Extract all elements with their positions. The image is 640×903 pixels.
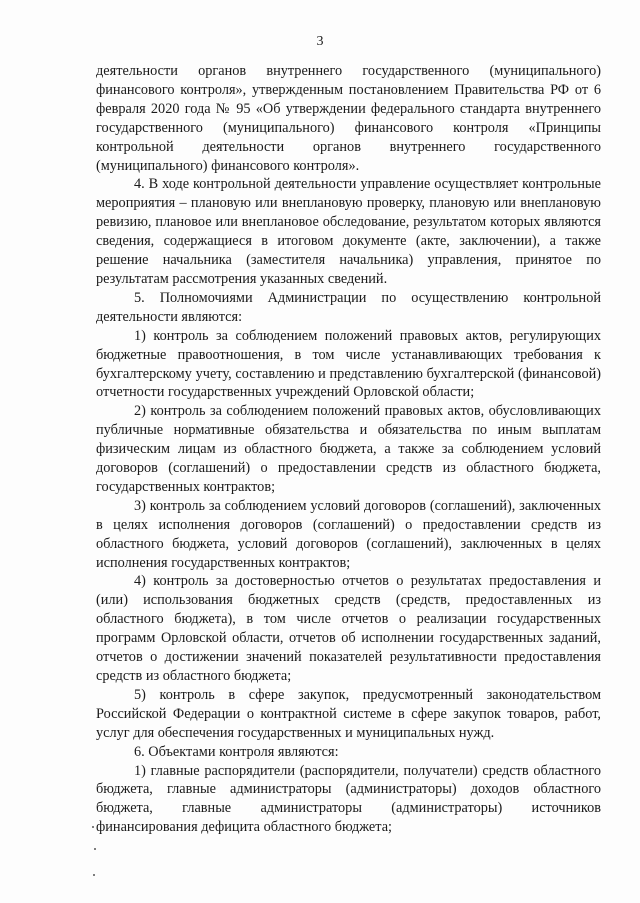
paragraph-subitem-5-4: 4) контроль за достоверностью отчетов о результатах предоставления и (или) использования бюджетных средств (средств, предоставленных из областного бюджета), в том числе отчетов о реализации государственных программ Орловской области, отчетов об исполнении государственных заданий, отчетов о достижении значений показателей результативности предоставления средств из областного бюджета; xyxy=(96,573,601,684)
paragraph-subitem-6-1: 1) главные распорядители (распорядители, получатели) средств областного бюджета, главные администраторы (администраторы) доходов областного бюджета, главные администраторы (администраторы) источников финансирования дефицита областного бюджета; xyxy=(96,762,601,836)
paragraph-subitem-5-3: 3) контроль за соблюдением условий договоров (соглашений), заключенных в целях исполнения договоров (соглашений) о предоставлении средств из областного бюджета, условий договоров (соглашений), заключенных в целях исполнения государственных контрактов; xyxy=(96,497,601,571)
paragraph-subitem-5-1: 1) контроль за соблюдением положений правовых актов, регулирующих бюджетные правоотношения, в том числе устанавливающих требования к бухгалтерскому учету, составлению и представлению бухгалтерской (финансовой) отчетности государственных учреждений Орловской области; xyxy=(96,327,601,401)
paragraph-item-4: 4. В ходе контрольной деятельности управление осуществляет контрольные мероприятия – плановую или внеплановую проверку, плановую или внеплановую ревизию, плановое или внеплановое обследование, результатом которых являются сведения, содержащиеся в итоговом документе (акте, заключении), а также решение начальника (заместителя начальника) управления, принятое по результатам рассмотрения указанных сведений. xyxy=(96,176,601,287)
document-body xyxy=(96,62,601,837)
scan-specks xyxy=(90,822,110,892)
scan-speck xyxy=(93,874,95,876)
paragraph-continuation: деятельности органов внутреннего государственного (муниципального) финансового контроля», утвержденным постановлением Правительства РФ от 6 февраля 2020 года № 95 «Об утверждении федерального стандарта внутреннего государственного (муниципального) финансового контроля «Принципы контрольной деятельности органов внутреннего государственного (муниципального) финансового контроля». xyxy=(96,63,601,174)
page-number: 3 xyxy=(316,34,324,49)
scan-speck xyxy=(94,848,96,850)
paragraph-subitem-5-2: 2) контроль за соблюдением положений правовых актов, обусловливающих публичные нормативные обязательства и обязательства по иным выплатам физическим лицам из областного бюджета, а также за соблюдением условий договоров (соглашений) о предоставлении средств из областного бюджета, государственных контрактов; xyxy=(96,403,601,495)
scan-speck xyxy=(92,826,94,828)
paragraph-subitem-5-5: 5) контроль в сфере закупок, предусмотренный законодательством Российской Федерации о контрактной системе в сфере закупок товаров, работ, услуг для обеспечения государственных и муниципальных нужд. xyxy=(96,686,601,741)
paragraph-item-6: 6. Объектами контроля являются: xyxy=(134,743,339,760)
paragraph-item-5: 5. Полномочиями Администрации по осуществлению контрольной деятельности являются: xyxy=(96,289,601,325)
